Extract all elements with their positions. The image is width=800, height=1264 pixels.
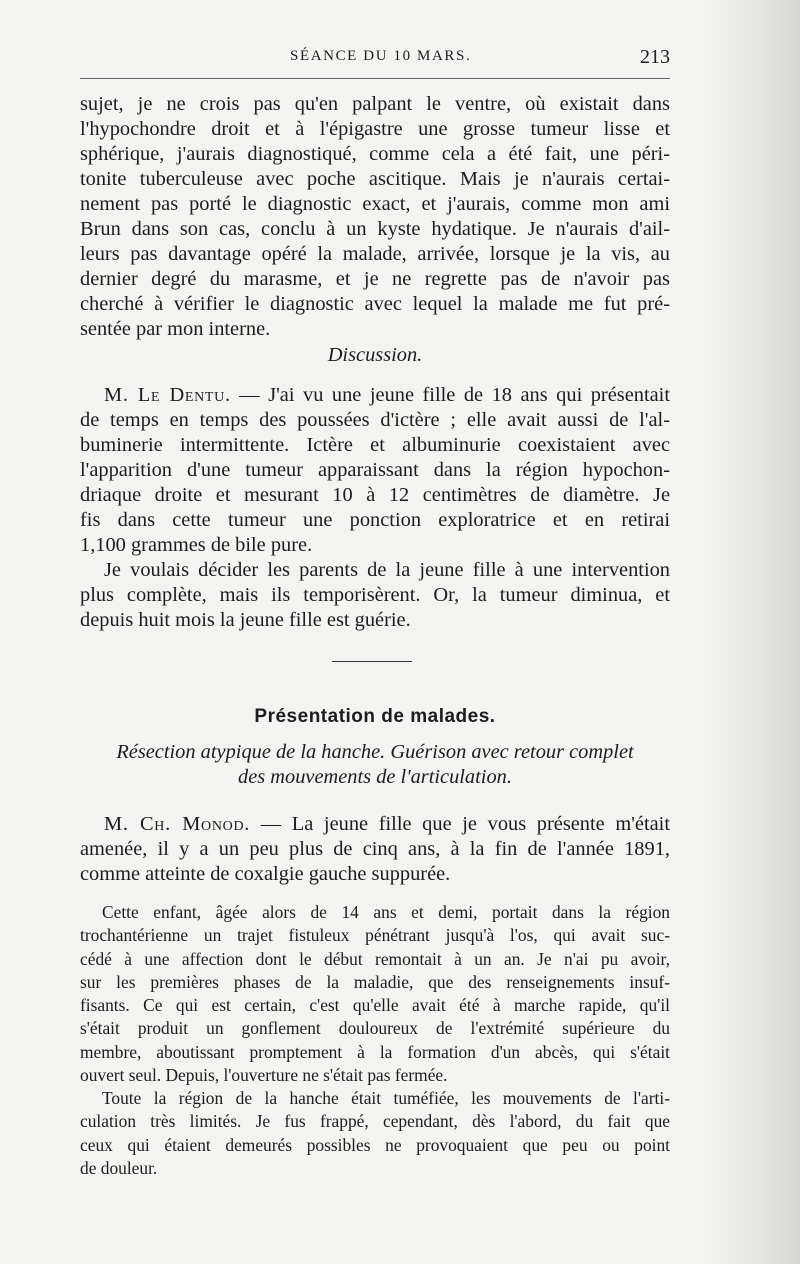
text-line <box>80 383 670 408</box>
text-fragment: — J'ai vu une jeune fille de 18 ans qui présentait <box>230 384 671 406</box>
case-title-line: des mouvements de l'articulation. <box>238 766 512 788</box>
text-line: sentée par mon interne. <box>80 318 271 340</box>
text-line: leurs pas davantage opéré la malade, arrivée, lorsque je la vis, au <box>80 243 670 265</box>
presentation-heading-block <box>80 704 670 729</box>
case-title-block <box>80 740 670 790</box>
text-line: s'était produit un gonflement douloureux de l'extrémité supérieure du <box>80 1018 670 1039</box>
text-line: l'hypochondre droit et à l'épigastre une grosse tumeur lisse et <box>80 118 670 140</box>
text-line: depuis huit mois la jeune fille est guérie. <box>80 609 411 631</box>
text-line: amenée, il y a un peu plus de cinq ans, à la fin de l'année 1891, <box>80 838 670 860</box>
text-line: l'apparition d'une tumeur apparaissant dans la région hypochon- <box>80 459 670 481</box>
text-line: sphérique, j'aurais diagnostiqué, comme cela a été fait, une péri- <box>80 143 670 165</box>
le-dentu-paragraph <box>80 383 670 558</box>
section-heading: Présentation de malades. <box>254 706 496 727</box>
text-line: ceux qui étaient demeurés possibles ne provoquaient que peu ou point <box>80 1134 670 1155</box>
text-line: ouvert seul. Depuis, l'ouverture ne s'était pas fermée. <box>80 1065 448 1086</box>
text-line: dernier degré du marasme, et je ne regrette pas de n'avoir pas <box>80 268 670 290</box>
speaker-name: M. Le Dentu. <box>104 384 231 406</box>
text-line: nement pas porté le diagnostic exact, et j'aurais, comme mon ami <box>80 193 670 215</box>
text-line: buminerie intermittente. Ictère et albuminurie coexistaient avec <box>80 434 670 456</box>
text-line: culation très limités. Je fus frappé, cependant, dès l'abord, du fait que <box>80 1111 670 1132</box>
text-line: de douleur. <box>80 1157 158 1178</box>
text-line: trochantérienne un trajet fistuleux pénétrant jusqu'à l'os, qui avait suc- <box>80 925 670 946</box>
section-separator <box>332 661 412 662</box>
header-title: SÉANCE DU 10 MARS. <box>290 48 472 64</box>
running-header <box>80 48 670 72</box>
text-line: cherché à vérifier le diagnostic avec lequel la malade me fut pré- <box>80 293 670 315</box>
text-line: cédé à une affection dont le début remontait à un an. Je n'ai pu avoir, <box>80 948 670 969</box>
discussion-heading-block <box>80 343 670 368</box>
text-line: membre, aboutissant promptement à la formation d'un abcès, qui s'était <box>80 1041 670 1062</box>
text-fragment: — La jeune fille que je vous présente m'était <box>250 813 670 835</box>
discussion-heading: Discussion. <box>327 344 423 366</box>
text-line <box>80 812 670 837</box>
text-line: 1,100 grammes de bile pure. <box>80 534 313 556</box>
text-line: Cette enfant, âgée alors de 14 ans et demi, portait dans la région <box>102 902 670 922</box>
text-line: fisants. Ce qui est certain, c'est qu'elle avait été à marche rapide, qu'il <box>80 995 670 1016</box>
case-details-paragraph-2 <box>80 1087 670 1180</box>
header-rule <box>80 78 670 79</box>
text-line: comme atteinte de coxalgie gauche suppurée. <box>80 863 451 885</box>
text-line: tonite tuberculeuse avec poche ascitique. Mais je n'aurais certai- <box>80 168 670 190</box>
page-number: 213 <box>640 46 670 68</box>
text-line: Je voulais décider les parents de la jeune fille à une intervention <box>104 559 670 581</box>
case-details-paragraph <box>80 901 670 1087</box>
speaker-name: M. Ch. Monod. <box>104 813 251 835</box>
monod-paragraph <box>80 812 670 887</box>
text-line: Toute la région de la hanche était tuméfiée, les mouvements de l'arti- <box>102 1088 670 1108</box>
paragraph-continuation <box>80 92 670 342</box>
le-dentu-paragraph-2 <box>80 558 670 633</box>
text-line: driaque droite et mesurant 10 à 12 centimètres de diamètre. Je <box>80 484 670 506</box>
case-title-line: Résection atypique de la hanche. Guérison avec retour complet <box>116 741 634 763</box>
page-edge-shading <box>705 0 800 1264</box>
text-line: sur les premières phases de la maladie, que des renseignements insuf- <box>80 971 670 992</box>
text-line: de temps en temps des poussées d'ictère ; elle avait aussi de l'al- <box>80 409 670 431</box>
text-line: sujet, je ne crois pas qu'en palpant le ventre, où existait dans <box>80 93 670 115</box>
text-line: fis dans cette tumeur une ponction exploratrice et en retirai <box>80 509 670 531</box>
text-line: plus complète, mais ils temporisèrent. Or, la tumeur diminua, et <box>80 584 670 606</box>
text-line: Brun dans son cas, conclu à un kyste hydatique. Je n'aurais d'ail- <box>80 218 670 240</box>
